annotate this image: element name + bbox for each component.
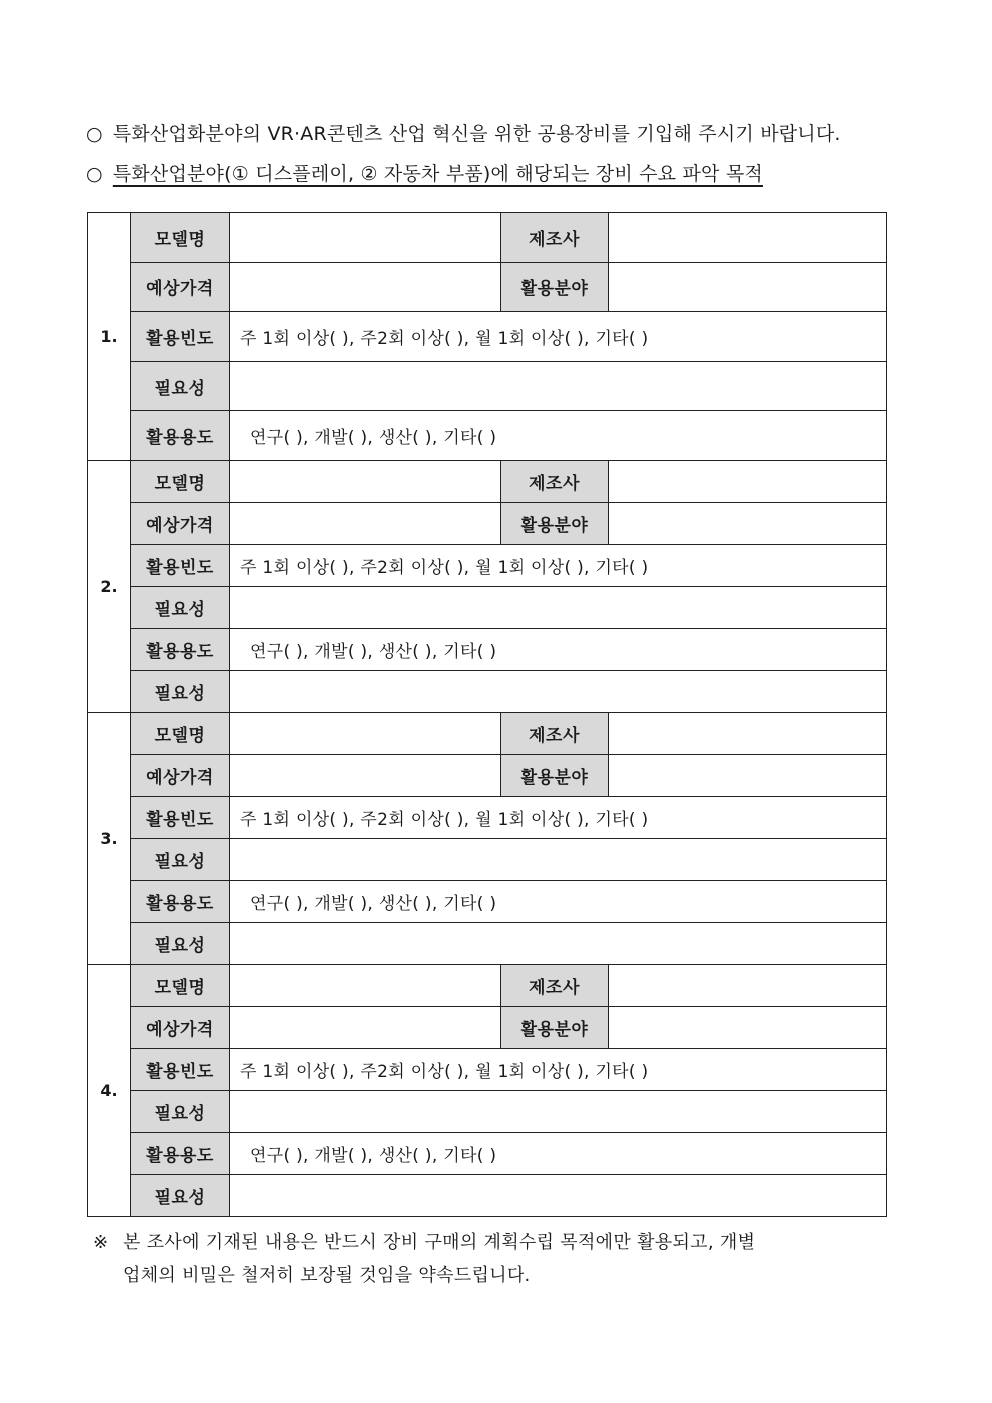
- label-necessity: 필요성: [131, 361, 230, 411]
- label-model: 모델명: [131, 460, 230, 502]
- label-field: 활용분야: [501, 754, 609, 796]
- intro-text-2: 특화산업분야(① 디스플레이, ② 자동차 부품)에 해당되는 장비 수요 파악 목적: [112, 163, 763, 185]
- entry-number: 2.: [88, 460, 131, 712]
- purpose-options-field[interactable]: 연구( ), 개발( ), 생산( ), 기타( ): [230, 1132, 887, 1174]
- label-frequency: 활용빈도: [131, 312, 230, 362]
- entry-block-2: [88, 460, 887, 712]
- model-name-field[interactable]: [230, 460, 501, 502]
- expected-price-field[interactable]: [230, 754, 501, 796]
- necessity-field[interactable]: [230, 586, 887, 628]
- expected-price-field[interactable]: [230, 502, 501, 544]
- entry-block-3: [88, 712, 887, 964]
- label-model: 모델명: [131, 712, 230, 754]
- usage-field-field[interactable]: [609, 502, 887, 544]
- label-model: 모델명: [131, 213, 230, 263]
- bullet-circle-icon: ○: [86, 163, 103, 185]
- expected-price-field[interactable]: [230, 1006, 501, 1048]
- label-field: 활용분야: [501, 262, 609, 312]
- label-maker: 제조사: [501, 460, 609, 502]
- label-maker: 제조사: [501, 712, 609, 754]
- reference-mark-icon: ※: [93, 1232, 109, 1253]
- usage-field-field[interactable]: [609, 1006, 887, 1048]
- purpose-options-field[interactable]: 연구( ), 개발( ), 생산( ), 기타( ): [230, 411, 887, 461]
- label-purpose: 활용용도: [131, 1132, 230, 1174]
- entry-number: 3.: [88, 712, 131, 964]
- label-price: 예상가격: [131, 502, 230, 544]
- purpose-options-field[interactable]: 연구( ), 개발( ), 생산( ), 기타( ): [230, 880, 887, 922]
- entry-number: 4.: [88, 964, 131, 1216]
- label-frequency: 활용빈도: [131, 544, 230, 586]
- label-purpose: 활용용도: [131, 411, 230, 461]
- intro-text-1: 특화산업화분야의 VR·AR콘텐츠 산업 혁신을 위한 공용장비를 기입해 주시기 바랍니다.: [112, 123, 841, 145]
- necessity-field[interactable]: [230, 361, 887, 411]
- label-necessity: 필요성: [131, 670, 230, 712]
- label-model: 모델명: [131, 964, 230, 1006]
- equipment-form-table: [87, 212, 887, 1217]
- frequency-options-field[interactable]: 주 1회 이상( ), 주2회 이상( ), 월 1회 이상( ), 기타( ): [230, 312, 887, 362]
- usage-field-field[interactable]: [609, 754, 887, 796]
- label-purpose: 활용용도: [131, 628, 230, 670]
- label-price: 예상가격: [131, 754, 230, 796]
- entry-block-1: [88, 213, 887, 461]
- usage-field-field[interactable]: [609, 262, 887, 312]
- entry-block-4: [88, 964, 887, 1216]
- frequency-options-field[interactable]: 주 1회 이상( ), 주2회 이상( ), 월 1회 이상( ), 기타( ): [230, 544, 887, 586]
- necessity-field-2[interactable]: [230, 922, 887, 964]
- bullet-circle-icon: ○: [86, 123, 103, 145]
- label-price: 예상가격: [131, 262, 230, 312]
- intro-line-1: [86, 119, 841, 146]
- necessity-field[interactable]: [230, 838, 887, 880]
- intro-line-2: [86, 159, 763, 186]
- frequency-options-field[interactable]: 주 1회 이상( ), 주2회 이상( ), 월 1회 이상( ), 기타( ): [230, 796, 887, 838]
- model-name-field[interactable]: [230, 213, 501, 263]
- manufacturer-field[interactable]: [609, 964, 887, 1006]
- label-frequency: 활용빈도: [131, 796, 230, 838]
- model-name-field[interactable]: [230, 712, 501, 754]
- label-maker: 제조사: [501, 964, 609, 1006]
- purpose-options-field[interactable]: 연구( ), 개발( ), 생산( ), 기타( ): [230, 628, 887, 670]
- label-necessity: 필요성: [131, 838, 230, 880]
- notice-text-2: 업체의 비밀은 철저히 보장될 것임을 약속드립니다.: [123, 1265, 531, 1286]
- model-name-field[interactable]: [230, 964, 501, 1006]
- necessity-field-2[interactable]: [230, 670, 887, 712]
- label-frequency: 활용빈도: [131, 1048, 230, 1090]
- label-necessity: 필요성: [131, 1090, 230, 1132]
- manufacturer-field[interactable]: [609, 213, 887, 263]
- label-field: 활용분야: [501, 502, 609, 544]
- privacy-notice: [93, 1226, 908, 1292]
- expected-price-field[interactable]: [230, 262, 501, 312]
- label-necessity: 필요성: [131, 586, 230, 628]
- label-purpose: 활용용도: [131, 880, 230, 922]
- label-necessity: 필요성: [131, 1174, 230, 1216]
- manufacturer-field[interactable]: [609, 712, 887, 754]
- label-necessity: 필요성: [131, 922, 230, 964]
- label-price: 예상가격: [131, 1006, 230, 1048]
- entry-number: 1.: [88, 213, 131, 461]
- necessity-field[interactable]: [230, 1090, 887, 1132]
- label-maker: 제조사: [501, 213, 609, 263]
- manufacturer-field[interactable]: [609, 460, 887, 502]
- necessity-field-2[interactable]: [230, 1174, 887, 1216]
- notice-text-1: 본 조사에 기재된 내용은 반드시 장비 구매의 계획수립 목적에만 활용되고, 개별: [123, 1232, 756, 1253]
- label-field: 활용분야: [501, 1006, 609, 1048]
- notice-line-1: [93, 1226, 908, 1259]
- frequency-options-field[interactable]: 주 1회 이상( ), 주2회 이상( ), 월 1회 이상( ), 기타( ): [230, 1048, 887, 1090]
